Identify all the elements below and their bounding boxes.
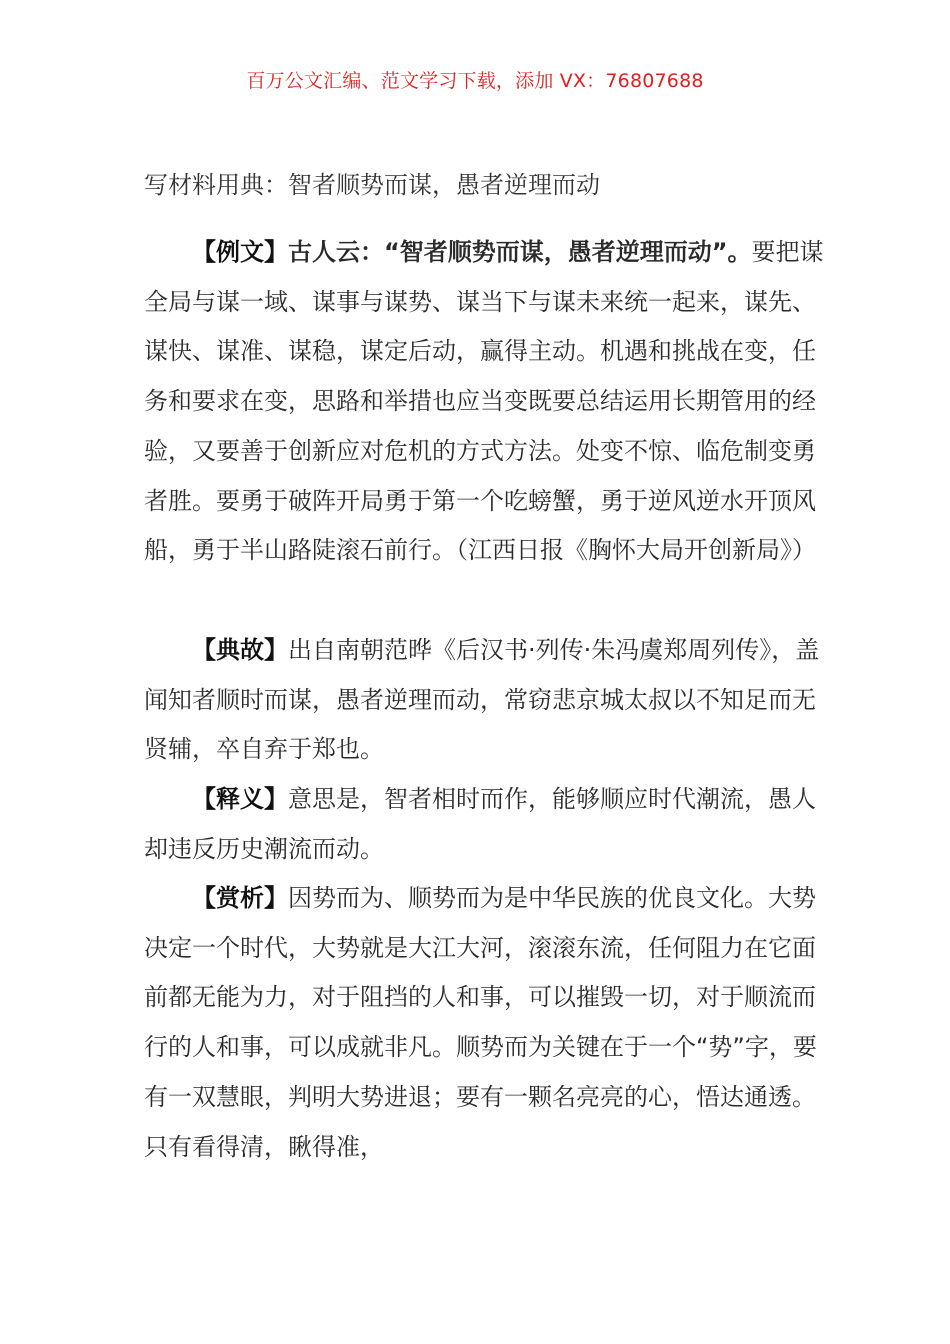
example-tag: 【例文】 xyxy=(192,238,288,266)
allusion-body: 出自南朝范晔《后汉书·列传·朱冯虞郑周列传》，盖闻知者顺时而谋，愚者逆理而动，常窃悲京城太叔以不知足而无贤辅，卒自弃于郑也。 xyxy=(144,636,820,764)
allusion-tag: 【典故】 xyxy=(192,636,288,664)
appreciation-tag: 【赏析】 xyxy=(192,884,288,912)
document-title: 写材料用典：智者顺势而谋，愚者逆理而动 xyxy=(144,171,600,199)
meaning-body: 意思是，智者相时而作，能够顺应时代潮流，愚人却违反历史潮流而动。 xyxy=(144,785,816,863)
appreciation-paragraph xyxy=(144,874,824,1172)
meaning-paragraph xyxy=(144,775,824,874)
page-header-watermark: 百万公文汇编、范文学习下载，添加 VX：76807688 xyxy=(246,70,704,92)
appreciation-body: 因势而为、顺势而为是中华民族的优良文化。大势决定一个时代，大势就是大江大河，滚滚东流，任何阻力在它面前都无能为力，对于阻挡的人和事，可以摧毁一切，对于顺流而行的人和事，可以成就非凡。顺势而为关键在于一个“势”字，要有一双慧眼，判明大势进退；要有一颗名亮亮的心，悟达通透。只有看得清，瞅得准， xyxy=(144,884,817,1161)
example-quote: 古人云：“智者顺势而谋，愚者逆理而动”。 xyxy=(288,238,752,266)
example-body: 要把谋全局与谋一域、谋事与谋势、谋当下与谋未来统一起来，谋先、谋快、谋准、谋稳，谋定后动，赢得主动。机遇和挑战在变，任务和要求在变，思路和举措也应当变既要总结运用长期管用的经验，又要善于创新应对危机的方式方法。处变不惊、临危制变勇者胜。要勇于破阵开局勇于第一个吃螃蟹，勇于逆风逆水开顶风船，勇于半山路陡滚石前行。（江西日报《胸怀大局开创新局》） xyxy=(144,238,824,565)
allusion-paragraph xyxy=(144,626,824,775)
meaning-tag: 【释义】 xyxy=(192,785,288,813)
example-paragraph xyxy=(144,228,824,576)
